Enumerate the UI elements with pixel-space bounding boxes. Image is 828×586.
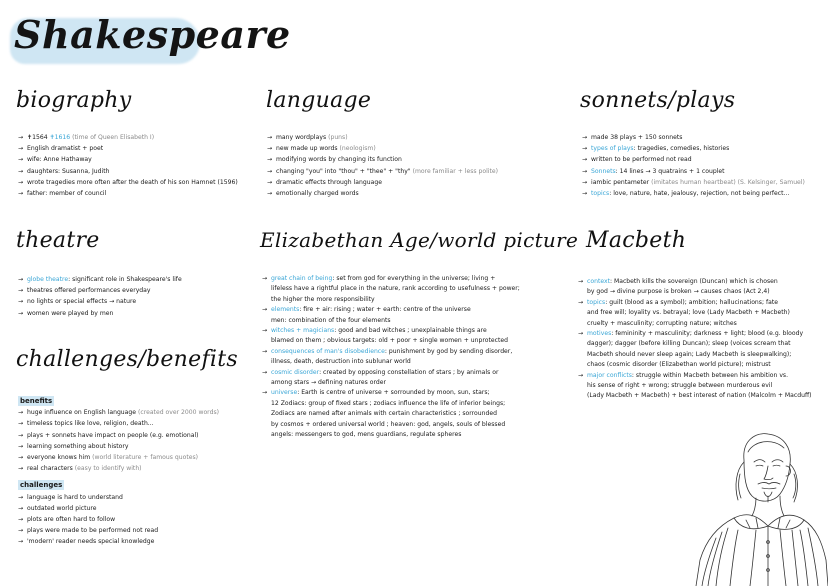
item-text: : femininity + masculinity; darkness + light; blood (e.g. bloody	[611, 330, 804, 338]
heading-biography: biography	[16, 88, 132, 113]
item-text: : tragedies, comedies, histories	[633, 145, 730, 153]
list-item-continuation: the higher the more responsibility	[271, 295, 375, 303]
arrow-icon: →	[18, 287, 24, 295]
note-text: (time of Queen Elisabeth I)	[70, 134, 155, 141]
arrow-icon: →	[267, 145, 273, 153]
heading-language: language	[266, 88, 372, 113]
arrow-icon: →	[582, 167, 588, 175]
arrow-icon: →	[18, 516, 24, 524]
item-text: emotionally charged words	[276, 190, 359, 198]
list-item	[262, 274, 520, 284]
elizabethan-list	[262, 274, 520, 441]
list-item	[262, 388, 520, 398]
arrow-icon: →	[262, 275, 268, 282]
benefits-label: benefits	[20, 397, 53, 405]
keyword-text: ✝1616	[49, 134, 71, 141]
item-text: : Earth is centre of universe + sorrounded by moon, sun, stars;	[297, 389, 490, 397]
list-item	[18, 418, 219, 429]
arrow-icon: →	[18, 167, 24, 175]
keyword-text: witches + magicians	[271, 327, 335, 335]
arrow-icon: →	[18, 442, 24, 450]
arrow-icon: →	[18, 276, 24, 283]
keyword-text: globe theatre	[27, 276, 69, 283]
keyword-text: topics	[591, 190, 610, 198]
list-item	[18, 143, 238, 154]
list-item	[267, 143, 498, 154]
list-item	[582, 154, 805, 165]
arrow-icon: →	[262, 389, 268, 397]
arrow-icon: →	[18, 420, 24, 428]
list-item	[18, 514, 219, 525]
item-text: : punishment by god by sending disorder,	[384, 347, 513, 355]
keyword-text: universe	[271, 389, 298, 397]
list-item	[18, 285, 182, 296]
item-text: plots are often hard to follow	[27, 516, 116, 524]
list-item	[267, 154, 498, 165]
arrow-icon: →	[267, 190, 273, 198]
item-text: timeless topics like love, religion, death...	[27, 420, 154, 428]
item-text: no lights or special effects → nature	[27, 298, 137, 306]
arrow-icon: →	[18, 538, 24, 546]
list-item	[18, 154, 238, 165]
item-text: language is hard to understand	[27, 493, 123, 501]
list-item	[262, 305, 520, 315]
item-text: wife: Anne Hathaway	[27, 156, 92, 164]
item-text: English dramatist + poet	[27, 145, 104, 153]
arrow-icon: →	[578, 330, 584, 338]
list-item-continuation: blamed on them ; obvious targets: old + poor + single women + unprotected	[271, 337, 508, 345]
keyword-text: types of plays	[591, 145, 634, 153]
list-item	[18, 407, 219, 418]
item-text: : created by opposing constellation of stars ; by animals or	[319, 368, 499, 376]
arrow-icon: →	[18, 309, 24, 317]
keyword-text: major conflicts	[587, 371, 632, 379]
heading-challenges-benefits: challenges/benefits	[16, 347, 238, 372]
list-item	[262, 326, 520, 336]
list-item	[578, 277, 812, 287]
arrow-icon: →	[582, 190, 588, 198]
language-list	[267, 132, 498, 199]
note-text: (created over 2000 words)	[137, 409, 219, 417]
list-item	[18, 492, 219, 503]
keyword-text: context	[587, 278, 610, 285]
item-text: : love, nature, hate, jealousy, rejection, not being perfect...	[609, 190, 790, 198]
title-block	[14, 12, 291, 57]
item-text: learning something about history	[27, 442, 129, 450]
arrow-icon: →	[262, 306, 268, 314]
list-item	[578, 371, 812, 381]
item-text: : significant role in Shakespeare's life	[68, 276, 182, 283]
heading-macbeth: Macbeth	[586, 228, 687, 253]
item-text: modifying words by changing its function	[276, 156, 402, 164]
note-text: (more familiar + less polite)	[412, 167, 499, 175]
list-item	[18, 132, 238, 143]
list-item-continuation: illness, death, destruction into sublunar world	[271, 358, 411, 366]
arrow-icon: →	[18, 178, 24, 186]
item-text: : guilt (blood as a symbol); ambition; hallucinations; fate	[605, 298, 778, 306]
theatre-list	[18, 274, 182, 319]
list-item	[582, 177, 805, 188]
item-text: father: member of council	[27, 190, 107, 198]
item-text: wrote tragedies more often after the death of his son Hamnet (1596)	[27, 178, 238, 186]
list-item-continuation: chaos (cosmic disorder (Elizabethan world picture); mistrust	[587, 361, 771, 369]
arrow-icon: →	[18, 527, 24, 535]
note-text: (puns)	[328, 134, 348, 141]
item-text: everyone knows him	[27, 454, 93, 462]
item-text: plays + sonnets have impact on people (e.g. emotional)	[27, 431, 199, 439]
challenges-list	[18, 492, 219, 548]
arrow-icon: →	[18, 134, 24, 141]
list-item	[578, 329, 812, 339]
list-item-continuation: 12 Zodiacs: group of fixed stars ; zodiacs influence the life of inferior beings;	[271, 399, 506, 407]
list-item	[267, 166, 498, 177]
item-text: : Macbeth kills the sovereign (Duncan) which is chosen	[609, 278, 778, 285]
item-text: : 14 lines → 3 quatrains + 1 couplet	[615, 167, 725, 175]
list-item	[18, 536, 219, 547]
list-item-continuation: angels: messengers to god, mens guardians, regulate spheres	[271, 431, 462, 439]
item-text: 'modern' reader needs special knowledge	[27, 538, 155, 546]
list-item	[582, 188, 805, 199]
keyword-text: great chain of being	[271, 275, 333, 282]
item-text: women were played by men	[27, 309, 114, 317]
arrow-icon: →	[18, 190, 24, 198]
item-text: real characters	[27, 465, 75, 473]
arrow-icon: →	[262, 327, 268, 335]
keyword-text: topics	[587, 298, 606, 306]
arrow-icon: →	[267, 134, 273, 141]
list-item-continuation: Zodiacs are named after animals with certain characteristics ; sorrounded	[271, 410, 497, 418]
list-item-continuation: cruelty + masculinity; corrupting nature; witches	[587, 319, 737, 327]
list-item	[582, 143, 805, 154]
macbeth-list	[578, 277, 812, 402]
arrow-icon: →	[18, 454, 24, 462]
arrow-icon: →	[262, 347, 268, 355]
list-item	[267, 177, 498, 188]
page-title: Shakespeare	[14, 12, 291, 57]
arrow-icon: →	[18, 156, 24, 164]
challenges-label: challenges	[20, 481, 63, 490]
note-text: (world literature + famous quotes)	[92, 454, 199, 462]
item-text: changing "you" into "thou" + "thee" + "thy"	[276, 167, 413, 175]
list-item	[18, 177, 238, 188]
arrow-icon: →	[267, 156, 273, 164]
arrow-icon: →	[18, 504, 24, 512]
arrow-icon: →	[578, 278, 584, 285]
benefits-list	[18, 407, 219, 474]
list-item	[582, 132, 805, 143]
arrow-icon: →	[582, 156, 588, 164]
list-item	[18, 274, 182, 285]
list-item	[18, 296, 182, 307]
challenges-benefits-block	[18, 392, 219, 548]
arrow-icon: →	[262, 368, 268, 376]
list-item	[267, 188, 498, 199]
keyword-text: Sonnets	[591, 167, 616, 175]
list-item	[18, 503, 219, 514]
item-text: : struggle within Macbeth between his ambition vs.	[631, 371, 789, 379]
list-item	[18, 463, 219, 474]
item-text: dramatic effects through language	[276, 178, 382, 186]
arrow-icon: →	[18, 145, 24, 153]
item-text: written to be performed not read	[591, 156, 692, 164]
item-text: many wordplays	[276, 134, 329, 141]
arrow-icon: →	[18, 431, 24, 439]
list-item	[18, 308, 182, 319]
shakespeare-portrait-drawing	[694, 430, 828, 586]
arrow-icon: →	[582, 145, 588, 153]
list-item	[262, 368, 520, 378]
list-item	[262, 347, 520, 357]
item-text: : set from god for everything in the universe; living +	[332, 275, 496, 282]
list-item-continuation: men: combination of the four elements	[271, 316, 391, 324]
keyword-text: motives	[587, 330, 612, 338]
arrow-icon: →	[582, 134, 588, 141]
list-item	[578, 298, 812, 308]
list-item-continuation: lifeless have a rightful place in the nature, rank according to usefulness + power;	[271, 285, 520, 293]
item-text: iambic pentameter	[591, 178, 652, 186]
item-text: daughters: Susanna, Judith	[27, 167, 110, 175]
list-item-continuation: dagger); dagger (before killing Duncan); sleep (voices scream that	[587, 340, 791, 348]
list-item-continuation: among stars → defining natures order	[271, 379, 387, 387]
item-text: theatres offered performances everyday	[27, 287, 151, 295]
list-item	[18, 166, 238, 177]
biography-list	[18, 132, 238, 199]
list-item-continuation: his sense of right + wrong; struggle between murderous evil	[587, 382, 773, 390]
item-text: plays were made to be performed not read	[27, 527, 159, 535]
heading-theatre: theatre	[16, 228, 100, 253]
arrow-icon: →	[578, 298, 584, 306]
item-text: : fire + air: rising ; water + earth: centre of the universe	[299, 306, 471, 314]
note-text: (imitates human heartbeat)	[651, 178, 736, 186]
item-text: new made up words	[276, 145, 340, 153]
list-item	[18, 188, 238, 199]
arrow-icon: →	[578, 371, 584, 379]
note-text: (neologism)	[339, 145, 376, 153]
arrow-icon: →	[18, 409, 24, 417]
arrow-icon: →	[18, 465, 24, 473]
list-item-continuation: by god → divine purpose is broken → causes chaos (Act 2,4)	[587, 288, 770, 296]
arrow-icon: →	[267, 167, 273, 175]
list-item-continuation: and free will; loyality vs. betrayal; love (Lady Macbeth + Macbeth)	[587, 309, 790, 317]
item-text: : good and bad witches ; unexplainable things are	[334, 327, 487, 335]
list-item	[18, 441, 219, 452]
list-item-continuation: (Lady Macbeth + Macbeth) + best interest of nation (Malcolm + Macduff)	[587, 392, 812, 400]
keyword-text: cosmic disorder	[271, 368, 320, 376]
arrow-icon: →	[582, 178, 588, 186]
list-item	[582, 166, 805, 177]
arrow-icon: →	[18, 298, 24, 306]
item-text: huge influence on English language	[27, 409, 138, 417]
list-item	[18, 525, 219, 536]
list-item-continuation: Macbeth should never sleep again; Lady Macbeth is sleepwalking);	[587, 350, 792, 358]
sonnets-list	[582, 132, 805, 199]
arrow-icon: →	[267, 178, 273, 186]
item-text: ✝1564	[27, 134, 50, 141]
note-text: (easy to identify with)	[74, 465, 142, 473]
list-item	[267, 132, 498, 143]
note-text: (S. Kelsinger, Samuel)	[735, 178, 805, 186]
keyword-text: elements	[271, 306, 300, 314]
arrow-icon: →	[18, 493, 24, 501]
heading-elizabethan: Elizabethan Age/world picture	[260, 228, 579, 252]
list-item	[18, 452, 219, 463]
keyword-text: consequences of man's disobedience	[271, 347, 385, 355]
list-item	[18, 430, 219, 441]
heading-sonnets-plays: sonnets/plays	[580, 88, 736, 113]
item-text: made 38 plays + 150 sonnets	[591, 134, 683, 141]
item-text: outdated world picture	[27, 504, 97, 512]
list-item-continuation: by cosmos + ordered universal world ; heaven: god, angels, souls of blessed	[271, 420, 506, 428]
